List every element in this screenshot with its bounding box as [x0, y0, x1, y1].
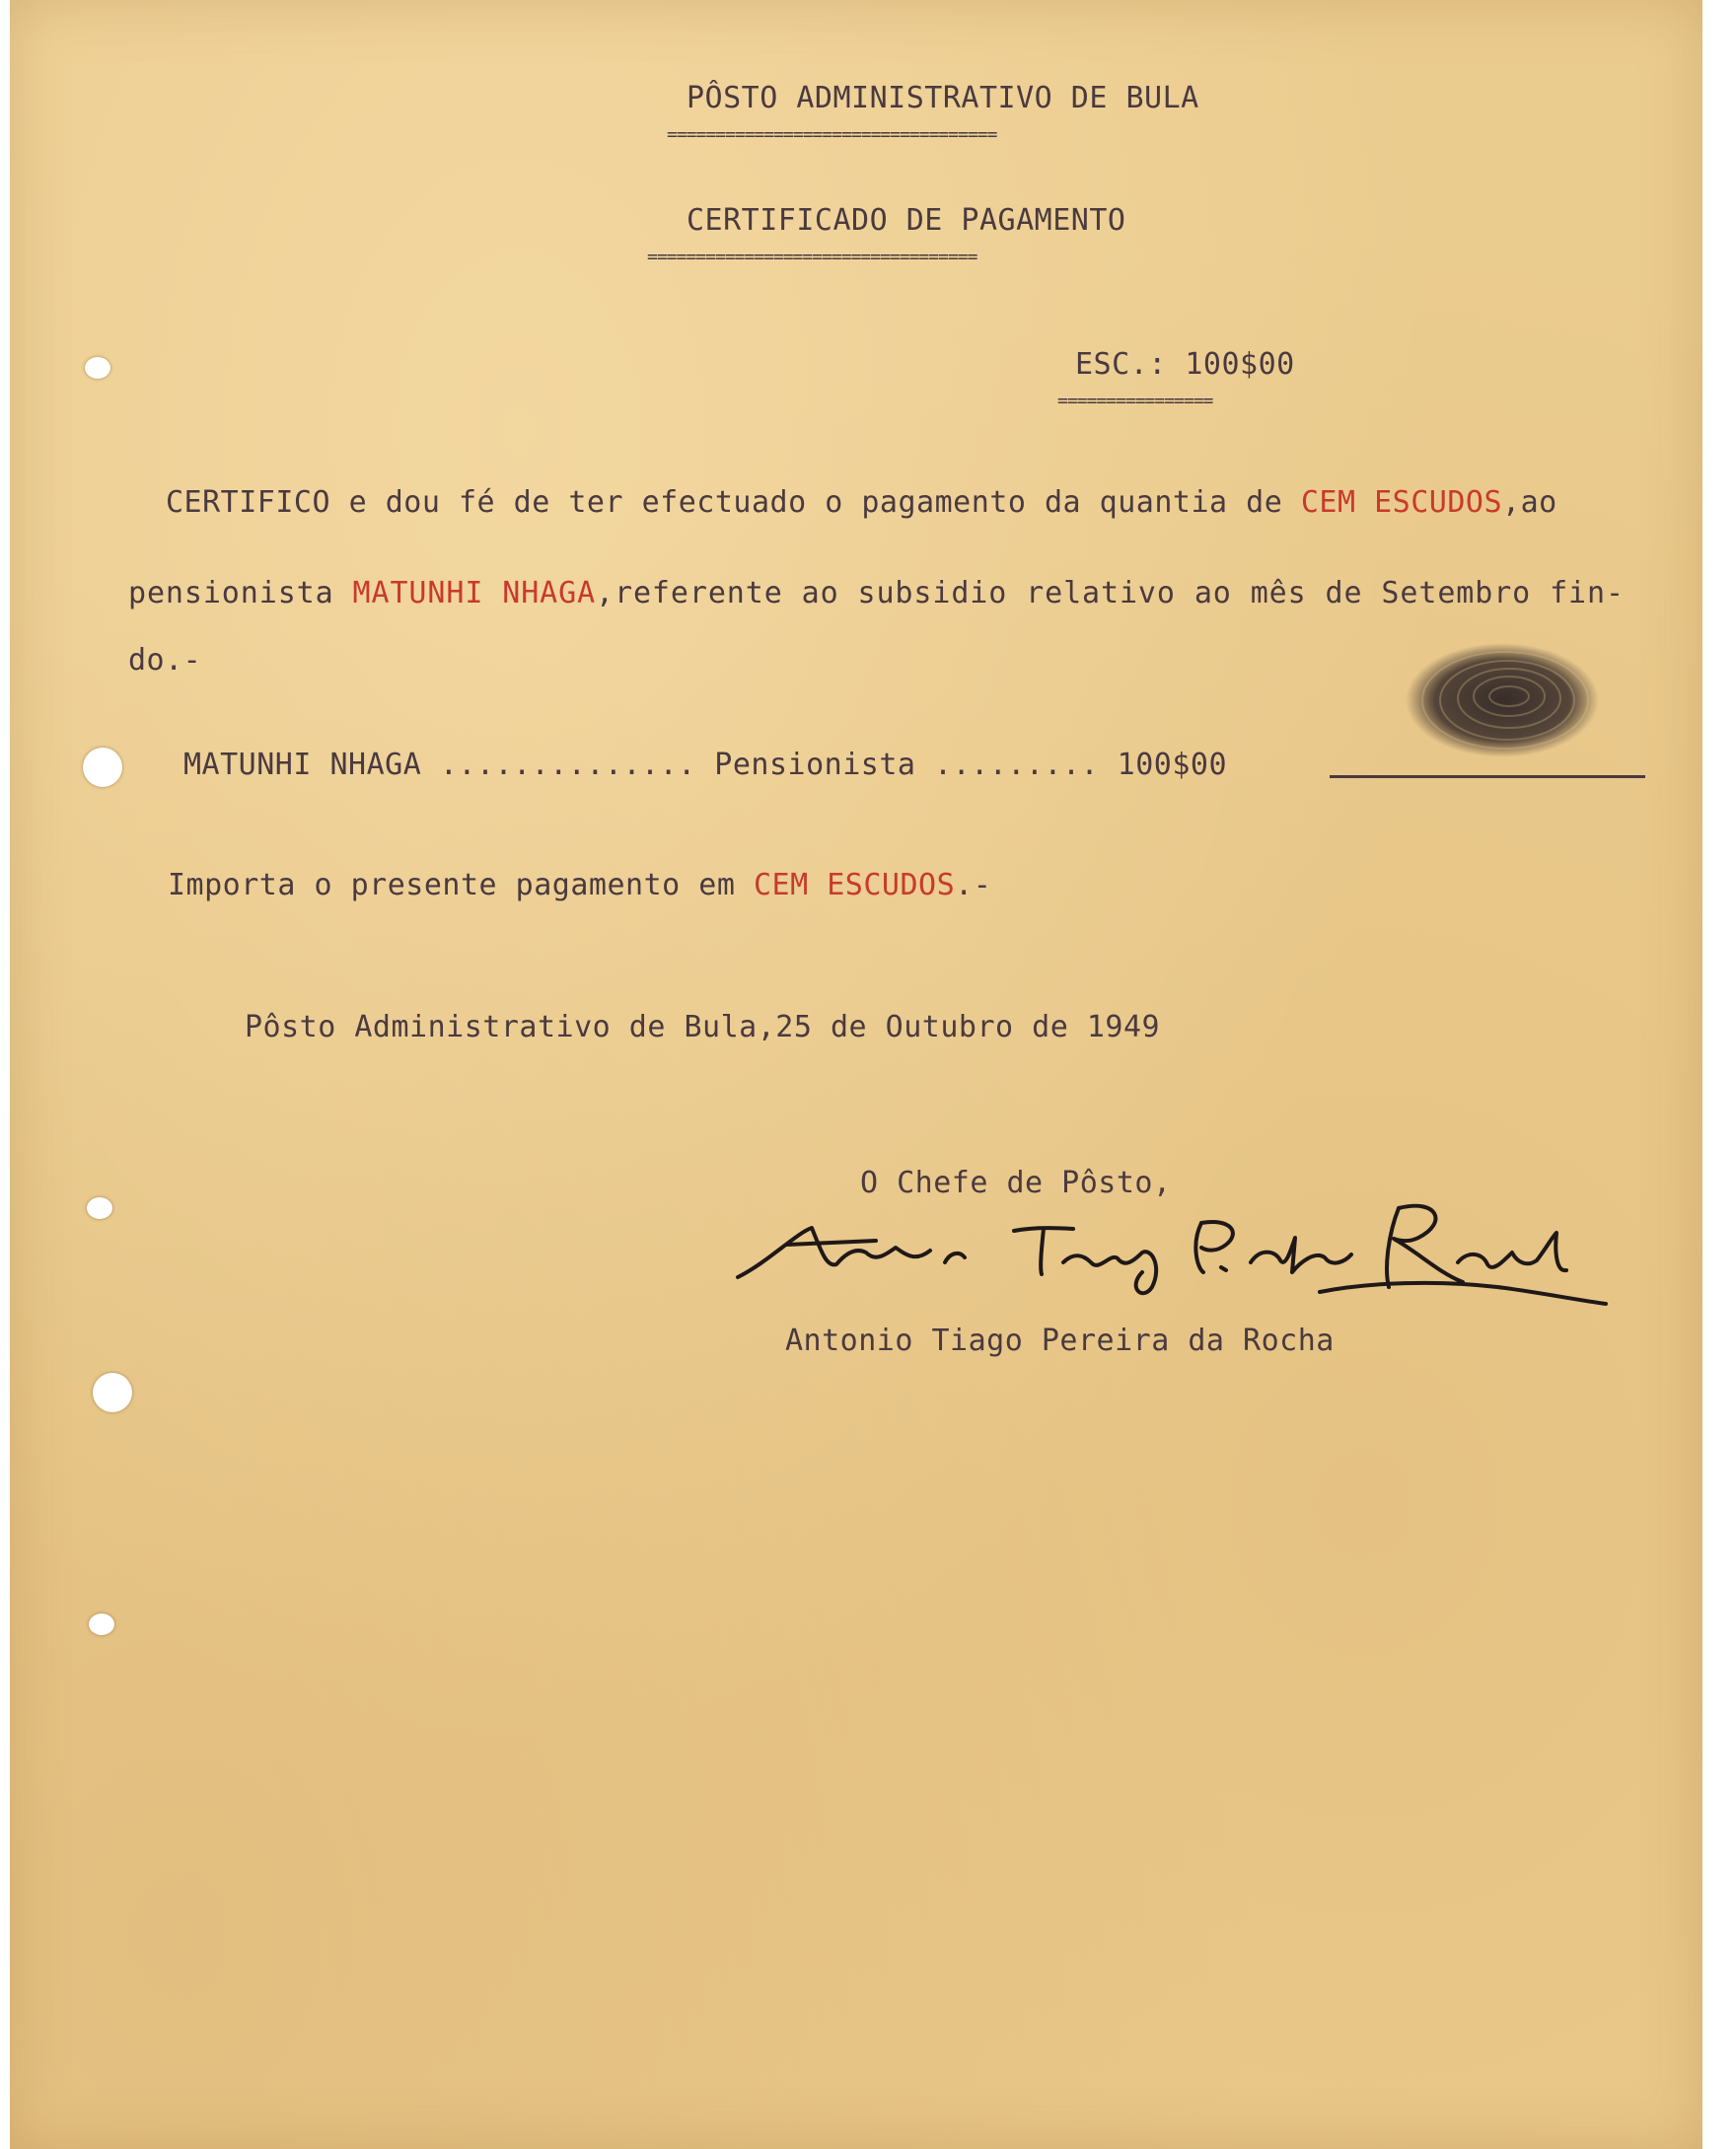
payment-entry-row — [183, 748, 1227, 782]
certification-text: pensionista — [128, 576, 353, 610]
thumbprint-mark — [1399, 639, 1606, 767]
office-underline: ================================== — [667, 124, 997, 145]
total-text: Importa o presente pagamento em — [168, 868, 754, 902]
total-line — [168, 868, 991, 902]
punch-hole — [93, 1373, 132, 1412]
punch-hole — [85, 357, 110, 379]
total-text: .- — [955, 868, 992, 902]
entry-value: 100$00 — [1117, 748, 1228, 782]
document-page — [10, 0, 1702, 2149]
certification-line-1 — [166, 485, 1557, 520]
certification-text: CERTIFICO e dou fé de ter efectuado o pagamento da quantia de — [166, 485, 1301, 520]
entry-leader-dots: .............. — [421, 748, 715, 782]
punch-hole — [87, 1197, 112, 1219]
certification-line-2 — [128, 576, 1625, 610]
punch-hole — [83, 748, 122, 787]
amount-figure: ESC.: 100$00 — [1075, 347, 1295, 382]
entry-name: MATUNHI NHAGA — [183, 748, 422, 782]
certification-text: ,ao — [1502, 485, 1557, 520]
entry-role: Pensionista — [714, 748, 916, 782]
amount-underline: ================ — [1057, 391, 1213, 411]
signatory-role: O Chefe de Pôsto, — [860, 1166, 1172, 1200]
document-title: CERTIFICADO DE PAGAMENTO — [687, 203, 1126, 238]
place-and-date: Pôsto Administrativo de Bula,25 de Outubro de 1949 — [245, 1010, 1161, 1044]
certification-text: ,referente ao subsidio relativo ao mês de Setembro fin- — [596, 576, 1625, 610]
thumbprint-signature-line — [1330, 775, 1645, 778]
certification-line-3: do.- — [128, 643, 202, 678]
title-underline: ================================== — [647, 247, 977, 267]
punch-hole — [89, 1613, 114, 1635]
pensioner-name: MATUNHI NHAGA — [352, 576, 597, 610]
entry-leader-dots: ......... — [915, 748, 1118, 782]
signatory-name: Antonio Tiago Pereira da Rocha — [785, 1324, 1335, 1358]
amount-in-words: CEM ESCUDOS — [1300, 485, 1503, 520]
total-amount-in-words: CEM ESCUDOS — [753, 868, 956, 902]
office-heading: PÔSTO ADMINISTRATIVO DE BULA — [687, 81, 1199, 115]
handwritten-signature — [728, 1193, 1616, 1312]
